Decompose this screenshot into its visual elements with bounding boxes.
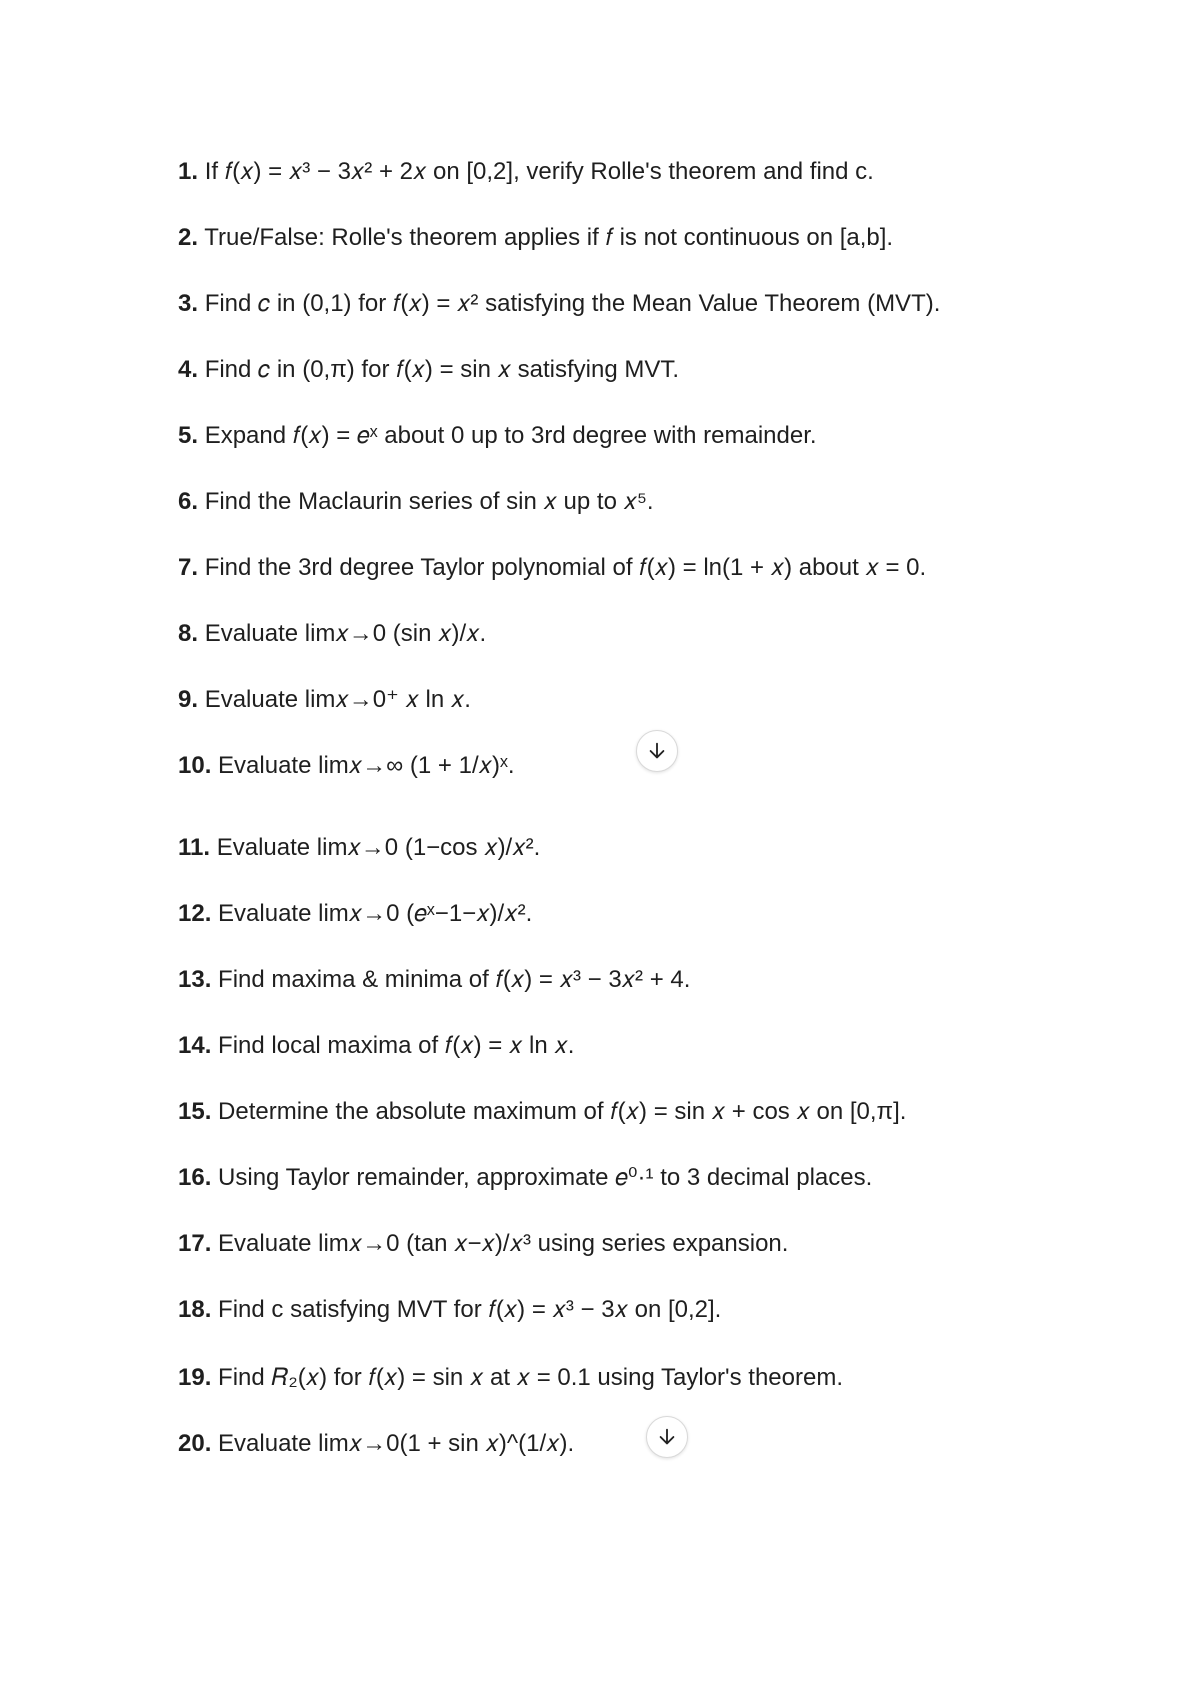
question-11 — [178, 832, 1078, 864]
arrow-down-icon — [656, 1426, 678, 1448]
question-12 — [178, 898, 1078, 930]
arrow-down-icon — [646, 740, 668, 762]
question-number: 9. — [178, 686, 199, 713]
question-text: Evaluate lim𝑥→∞ (1 + 1/𝑥)ˣ. — [218, 752, 515, 779]
question-text: Evaluate lim𝑥→0 (sin 𝑥)/𝑥. — [204, 620, 487, 647]
question-text: Using Taylor remainder, approximate 𝑒⁰·¹ to 3 decimal places. — [218, 1164, 873, 1191]
question-text: Find c satisfying MVT for 𝑓(𝑥) = 𝑥³ − 3𝑥 on [0,2]. — [218, 1296, 722, 1323]
question-15 — [178, 1096, 1078, 1128]
question-14 — [178, 1030, 1078, 1062]
question-8 — [178, 618, 1078, 650]
question-number: 2. — [178, 224, 199, 251]
question-2 — [178, 222, 1078, 254]
question-number: 4. — [178, 356, 199, 383]
question-text: If 𝑓(𝑥) = 𝑥³ − 3𝑥² + 2𝑥 on [0,2], verify Rolle's theorem and find c. — [204, 158, 874, 185]
question-number: 11. — [178, 834, 211, 861]
question-number: 19. — [178, 1364, 212, 1391]
question-number: 8. — [178, 620, 199, 647]
question-text: Evaluate lim𝑥→0 (1−cos 𝑥)/𝑥². — [216, 834, 541, 861]
question-text: Evaluate lim𝑥→0 (𝑒ˣ−1−𝑥)/𝑥². — [218, 900, 533, 927]
question-text: True/False: Rolle's theorem applies if 𝑓 is not continuous on [a,b]. — [204, 224, 894, 251]
question-text: Find maxima & minima of 𝑓(𝑥) = 𝑥³ − 3𝑥² + 4. — [218, 966, 691, 993]
question-10 — [178, 750, 1078, 782]
question-text: Evaluate lim𝑥→0⁺ 𝑥 ln 𝑥. — [204, 686, 471, 713]
question-text: Expand 𝑓(𝑥) = 𝑒ˣ about 0 up to 3rd degree with remainder. — [204, 422, 817, 449]
question-3 — [178, 288, 1078, 320]
question-text: Determine the absolute maximum of 𝑓(𝑥) = sin 𝑥 + cos 𝑥 on [0,π]. — [218, 1098, 907, 1125]
question-text: Evaluate lim𝑥→0(1 + sin 𝑥)^(1/𝑥). — [218, 1430, 575, 1457]
question-number: 3. — [178, 290, 199, 317]
scroll-down-button[interactable] — [636, 730, 678, 772]
question-6 — [178, 486, 1078, 518]
question-number: 12. — [178, 900, 212, 927]
question-5 — [178, 420, 1078, 452]
question-17 — [178, 1228, 1078, 1260]
question-number: 1. — [178, 158, 199, 185]
question-text: Find 𝑐 in (0,1) for 𝑓(𝑥) = 𝑥² satisfying the Mean Value Theorem (MVT). — [204, 290, 941, 317]
question-number: 10. — [178, 752, 212, 779]
question-7 — [178, 552, 1078, 584]
question-number: 20. — [178, 1430, 212, 1457]
question-number: 13. — [178, 966, 212, 993]
question-1 — [178, 156, 1078, 188]
question-number: 15. — [178, 1098, 212, 1125]
scroll-down-button[interactable] — [646, 1416, 688, 1458]
question-19 — [178, 1362, 1078, 1394]
question-13 — [178, 964, 1078, 996]
question-text: Evaluate lim𝑥→0 (tan 𝑥−𝑥)/𝑥³ using series expansion. — [218, 1230, 789, 1257]
question-number: 7. — [178, 554, 199, 581]
question-20 — [178, 1428, 1078, 1460]
question-number: 18. — [178, 1296, 212, 1323]
question-number: 16. — [178, 1164, 212, 1191]
question-18 — [178, 1294, 1078, 1326]
question-number: 17. — [178, 1230, 212, 1257]
question-4 — [178, 354, 1078, 386]
question-text: Find the Maclaurin series of sin 𝑥 up to 𝑥⁵. — [204, 488, 654, 515]
question-text: Find 𝑅₂(𝑥) for 𝑓(𝑥) = sin 𝑥 at 𝑥 = 0.1 using Taylor's theorem. — [218, 1364, 844, 1391]
question-number: 6. — [178, 488, 199, 515]
question-text: Find the 3rd degree Taylor polynomial of 𝑓(𝑥) = ln(1 + 𝑥) about 𝑥 = 0. — [204, 554, 927, 581]
question-text: Find local maxima of 𝑓(𝑥) = 𝑥 ln 𝑥. — [218, 1032, 575, 1059]
question-number: 5. — [178, 422, 199, 449]
question-16 — [178, 1162, 1078, 1194]
question-number: 14. — [178, 1032, 212, 1059]
question-text: Find 𝑐 in (0,π) for 𝑓(𝑥) = sin 𝑥 satisfying MVT. — [204, 356, 680, 383]
question-9 — [178, 684, 1078, 716]
